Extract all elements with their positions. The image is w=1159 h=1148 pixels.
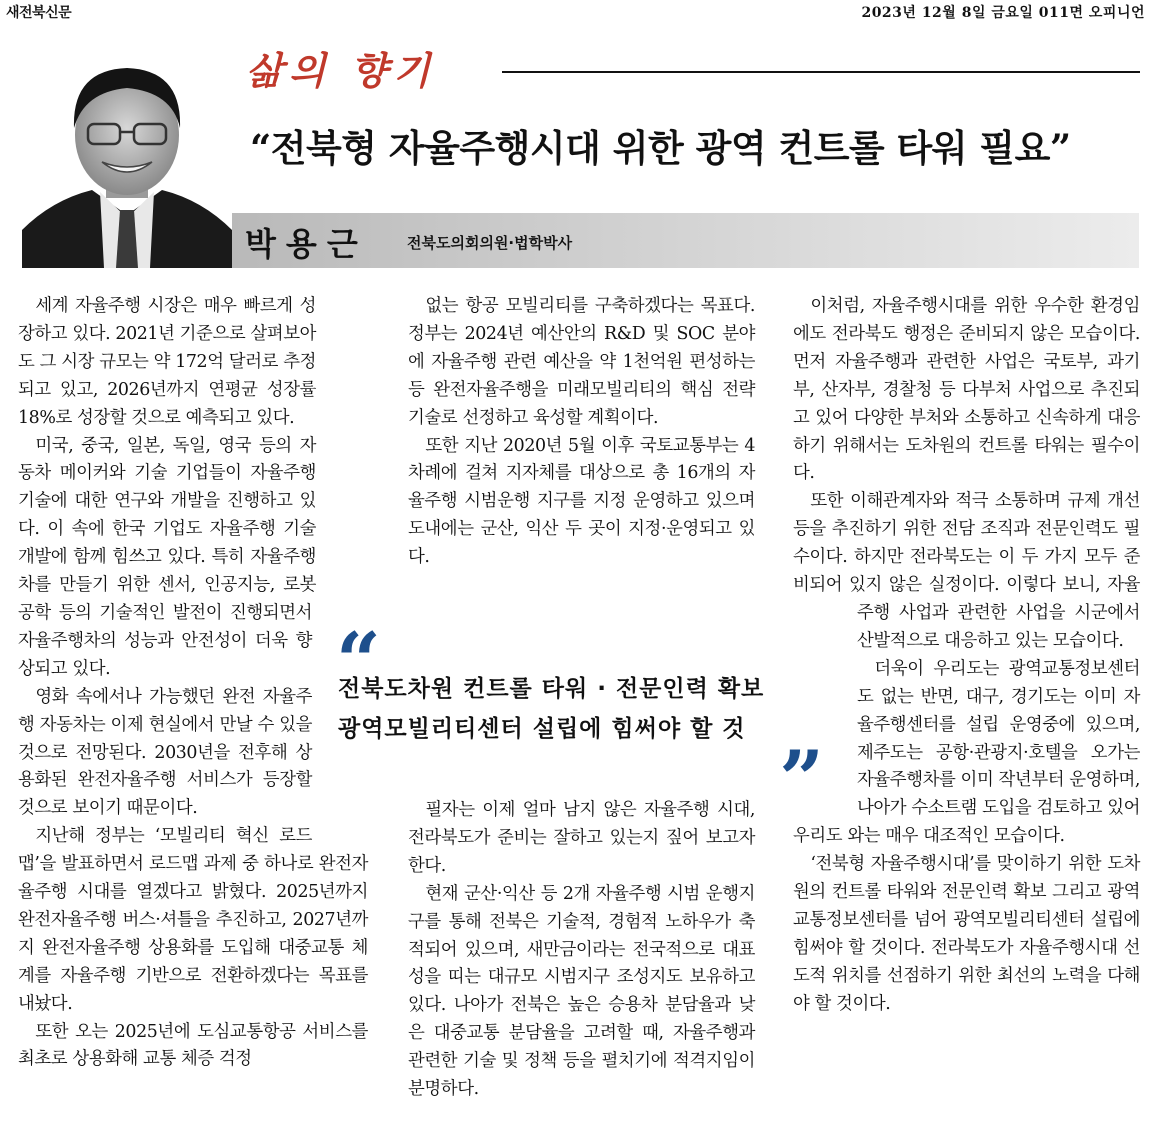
paragraph: 세계 자율주행 시장은 매우 빠르게 성장하고 있다. 2021년 기준으로 살펴보아도 그 시장 규모는 약 172억 달러로 추정되고 있고, 2026년까지 연평균 성장률 18%로 성장할 것으로 예측되고 있다. <box>18 296 316 428</box>
quote-close-icon: ” <box>779 734 824 825</box>
masthead: 새전북신문 <box>6 5 72 21</box>
paragraph: 또한 오는 2025년에 도심교통항공 서비스를 최초로 상용화해 교통 체증 걱정 <box>18 1021 368 1070</box>
paragraph: 필자는 이제 얼마 남지 않은 자율주행 시대, 전라북도가 준비는 잘하고 있는지 짚어 보고자 한다. <box>408 800 755 876</box>
paragraph: 지난해 정부는 ‘모빌리티 혁신 로드맵’을 발표하면서 로드맵 과제 중 하나로 완전자율주행 시대를 열겠다고 밝혔다. 2025년까지 완전자율주행 버스·셔틀을 추진하고, 2027년까지 완전자율주행 상용화를 도입해 대중교통 체계를 자율주행 기반으로 전환하겠다는 목표를 내놨다. <box>18 826 368 1014</box>
article-column-1 <box>18 293 368 1074</box>
paragraph: 이처럼, 자율주행시대를 위한 우수한 환경임에도 전라북도 행정은 준비되지 않은 모습이다. 먼저 자율주행과 관련한 사업은 국토부, 과기부, 산자부, 경찰청 등 다부처 사업으로 추진되고 있어 다양한 부처와 소통하고 신속하게 대응하기 위해서는 도차원의 컨트롤 타워는 필수이다. <box>793 296 1140 484</box>
author-name: 박용근 <box>245 225 368 263</box>
article-column-3 <box>793 293 1140 1019</box>
paragraph: 또한 이해관계자와 적극 소통하며 규제 개선 등을 추진하기 위한 전담 조직과 전문인력도 필수이다. 하지만 전라북도는 이 두 가지 모두 준비되어 있지 않은 실정이다. 이렇다 보니, 자율주행 사업과 관련한 사업을 시군에서 산발적으로 대응하고 있는 모습이다. <box>793 491 1140 651</box>
dateline: 2023년 12월 8일 금요일 011면 오피니언 <box>861 5 1145 21</box>
paragraph: 없는 항공 모빌리티를 구축하겠다는 목표다. 정부는 2024년 예산안의 R&D 및 SOC 분야에 자율주행 관련 예산을 약 1천억원 편성하는 등 완전자율주행을 미래모빌리티의 핵심 전략기술로 선정하고 육성할 계획이다. <box>408 296 755 428</box>
paragraph: 현재 군산·익산 등 2개 자율주행 시범 운행지구를 통해 전북은 기술적, 경험적 노하우가 축적되어 있으며, 새만금이라는 전국적으로 대표성을 띠는 대규모 시범지구 조성지도 보유하고 있다. 나아가 전북은 높은 승용차 분담율과 낮은 대중교통 분담율을 고려할 때, 자율주행과 관련한 기술 및 정책 등을 펼치기에 적격지임이 분명하다. <box>408 883 755 1100</box>
byline-bar <box>232 213 1139 268</box>
quote-open-icon: “ <box>336 616 381 707</box>
headline: “전북형 자율주행시대 위한 광역 컨트롤 타워 필요” <box>250 126 1071 170</box>
paragraph: 더욱이 우리도는 광역교통정보센터도 없는 반면, 대구, 경기도는 이미 자율주행센터를 설립 운영중에 있으며, 제주도는 공항·관광지·호텔을 오가는 자율주행차를 이미 작년부터 운영하며, 나아가 수소트램 도입을 검토하고 있어 우리도 와는 매우 대조적인 모습이다. <box>793 658 1140 847</box>
author-photo <box>22 40 232 268</box>
header-rule <box>502 71 1140 73</box>
paragraph: 또한 지난 2020년 5월 이후 국토교통부는 4차례에 걸쳐 지자체를 대상으로 총 16개의 자율주행 시범운행 지구를 지정 운영하고 있으며 도내에는 군산, 익산 두 곳이 지정·운영되고 있다. <box>408 435 755 568</box>
pull-quote <box>336 616 826 825</box>
author-title: 전북도의회의원·법학박사 <box>407 234 573 252</box>
paragraph: ‘전북형 자율주행시대’를 맞이하기 위한 도차원의 컨트롤 타워와 전문인력 확보 그리고 광역교통정보센터를 넘어 광역모빌리티센터 설립에 힘써야 할 것이다. 전라북도가 자율주행시대 선도적 위치를 선점하기 위한 최선의 노력을 다해야 할 것이다. <box>793 854 1140 1014</box>
pull-quote-line-1: 전북도차원 컨트롤 타워 · 전문인력 확보 <box>338 676 765 702</box>
paragraph: 영화 속에서나 가능했던 완전 자율주행 자동차는 이제 현실에서 만날 수 있을 것으로 전망된다. 2030년을 전후해 상용화된 완전자율주행 서비스가 등장할 것으로 보이기 때문이다. <box>18 686 312 819</box>
article-column-2-bottom <box>408 797 755 1104</box>
pull-quote-line-2: 광역모빌리티센터 설립에 힘써야 할 것 <box>338 716 746 742</box>
paragraph: 미국, 중국, 일본, 독일, 영국 등의 자동차 메이커와 기술 기업들이 자율주행 기술에 대한 연구와 개발을 진행하고 있다. 이 속에 한국 기업도 자율주행 기술 개발에 함께 힘쓰고 있다. 특히 자율주행차를 만들기 위한 센서, 인공지능, 로봇공학 등의 기술적인 발전이 진행되면서 자율주행차의 성능과 안전성이 더욱 향상되고 있다. <box>18 435 316 679</box>
series-title: 삶의 향기 <box>246 48 437 93</box>
article-column-2-top <box>408 293 755 572</box>
